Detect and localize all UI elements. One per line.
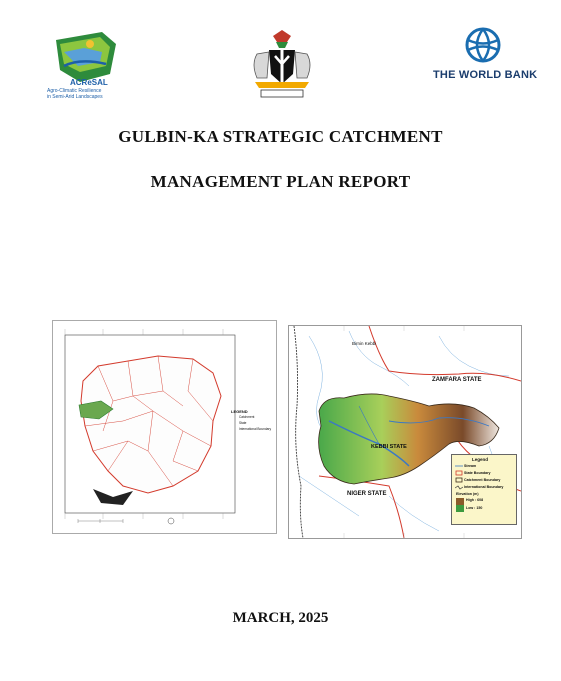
nigeria-legend-title: LEGEND bbox=[231, 409, 248, 414]
acresal-tagline-2: in Semi-Arid Landscapes bbox=[47, 94, 103, 100]
map-label-kebbi: KEBBI STATE bbox=[371, 444, 407, 450]
map-label-niger: NIGER STATE bbox=[347, 491, 387, 497]
nigeria-legend-item: State bbox=[239, 421, 247, 425]
legend-elevation-title: Elevation (m) bbox=[456, 492, 479, 496]
nigeria-coat-of-arms-icon bbox=[243, 30, 321, 100]
legend-item-catchment-boundary: Catchment Boundary bbox=[464, 478, 501, 482]
elevation-ramp-swatch bbox=[456, 498, 464, 512]
map-label-zamfara: ZAMFARA STATE bbox=[432, 377, 482, 383]
legend-item-state-boundary: State Boundary bbox=[464, 471, 491, 475]
legend-item-stream: Stream bbox=[464, 464, 477, 468]
legend-elevation-low: Low : 150 bbox=[466, 506, 483, 510]
nigeria-location-map bbox=[52, 320, 277, 534]
legend-title: Legend bbox=[472, 457, 489, 462]
report-date: MARCH, 2025 bbox=[232, 610, 329, 626]
nigeria-legend-item: Catchment bbox=[239, 415, 255, 419]
legend-symbols bbox=[455, 464, 463, 492]
catchment-legend bbox=[451, 454, 517, 525]
report-title-line-2: MANAGEMENT PLAN REPORT bbox=[150, 172, 411, 191]
legend-item-international-boundary: International Boundary bbox=[464, 485, 504, 489]
legend-elevation-high: High : 608 bbox=[466, 498, 484, 502]
acresal-tagline-1: Agro-Climatic Resilience bbox=[47, 88, 102, 94]
report-title-line-1: GULBIN-KA STRATEGIC CATCHMENT bbox=[118, 127, 443, 146]
acresal-name: ACReSAL bbox=[70, 78, 108, 87]
world-bank-name: THE WORLD BANK bbox=[433, 69, 538, 81]
map-label-birnin-kebbi: Birnin Kebbi bbox=[352, 341, 377, 346]
nigeria-legend-item: International Boundary bbox=[239, 427, 272, 431]
world-bank-globe-icon bbox=[465, 27, 501, 63]
